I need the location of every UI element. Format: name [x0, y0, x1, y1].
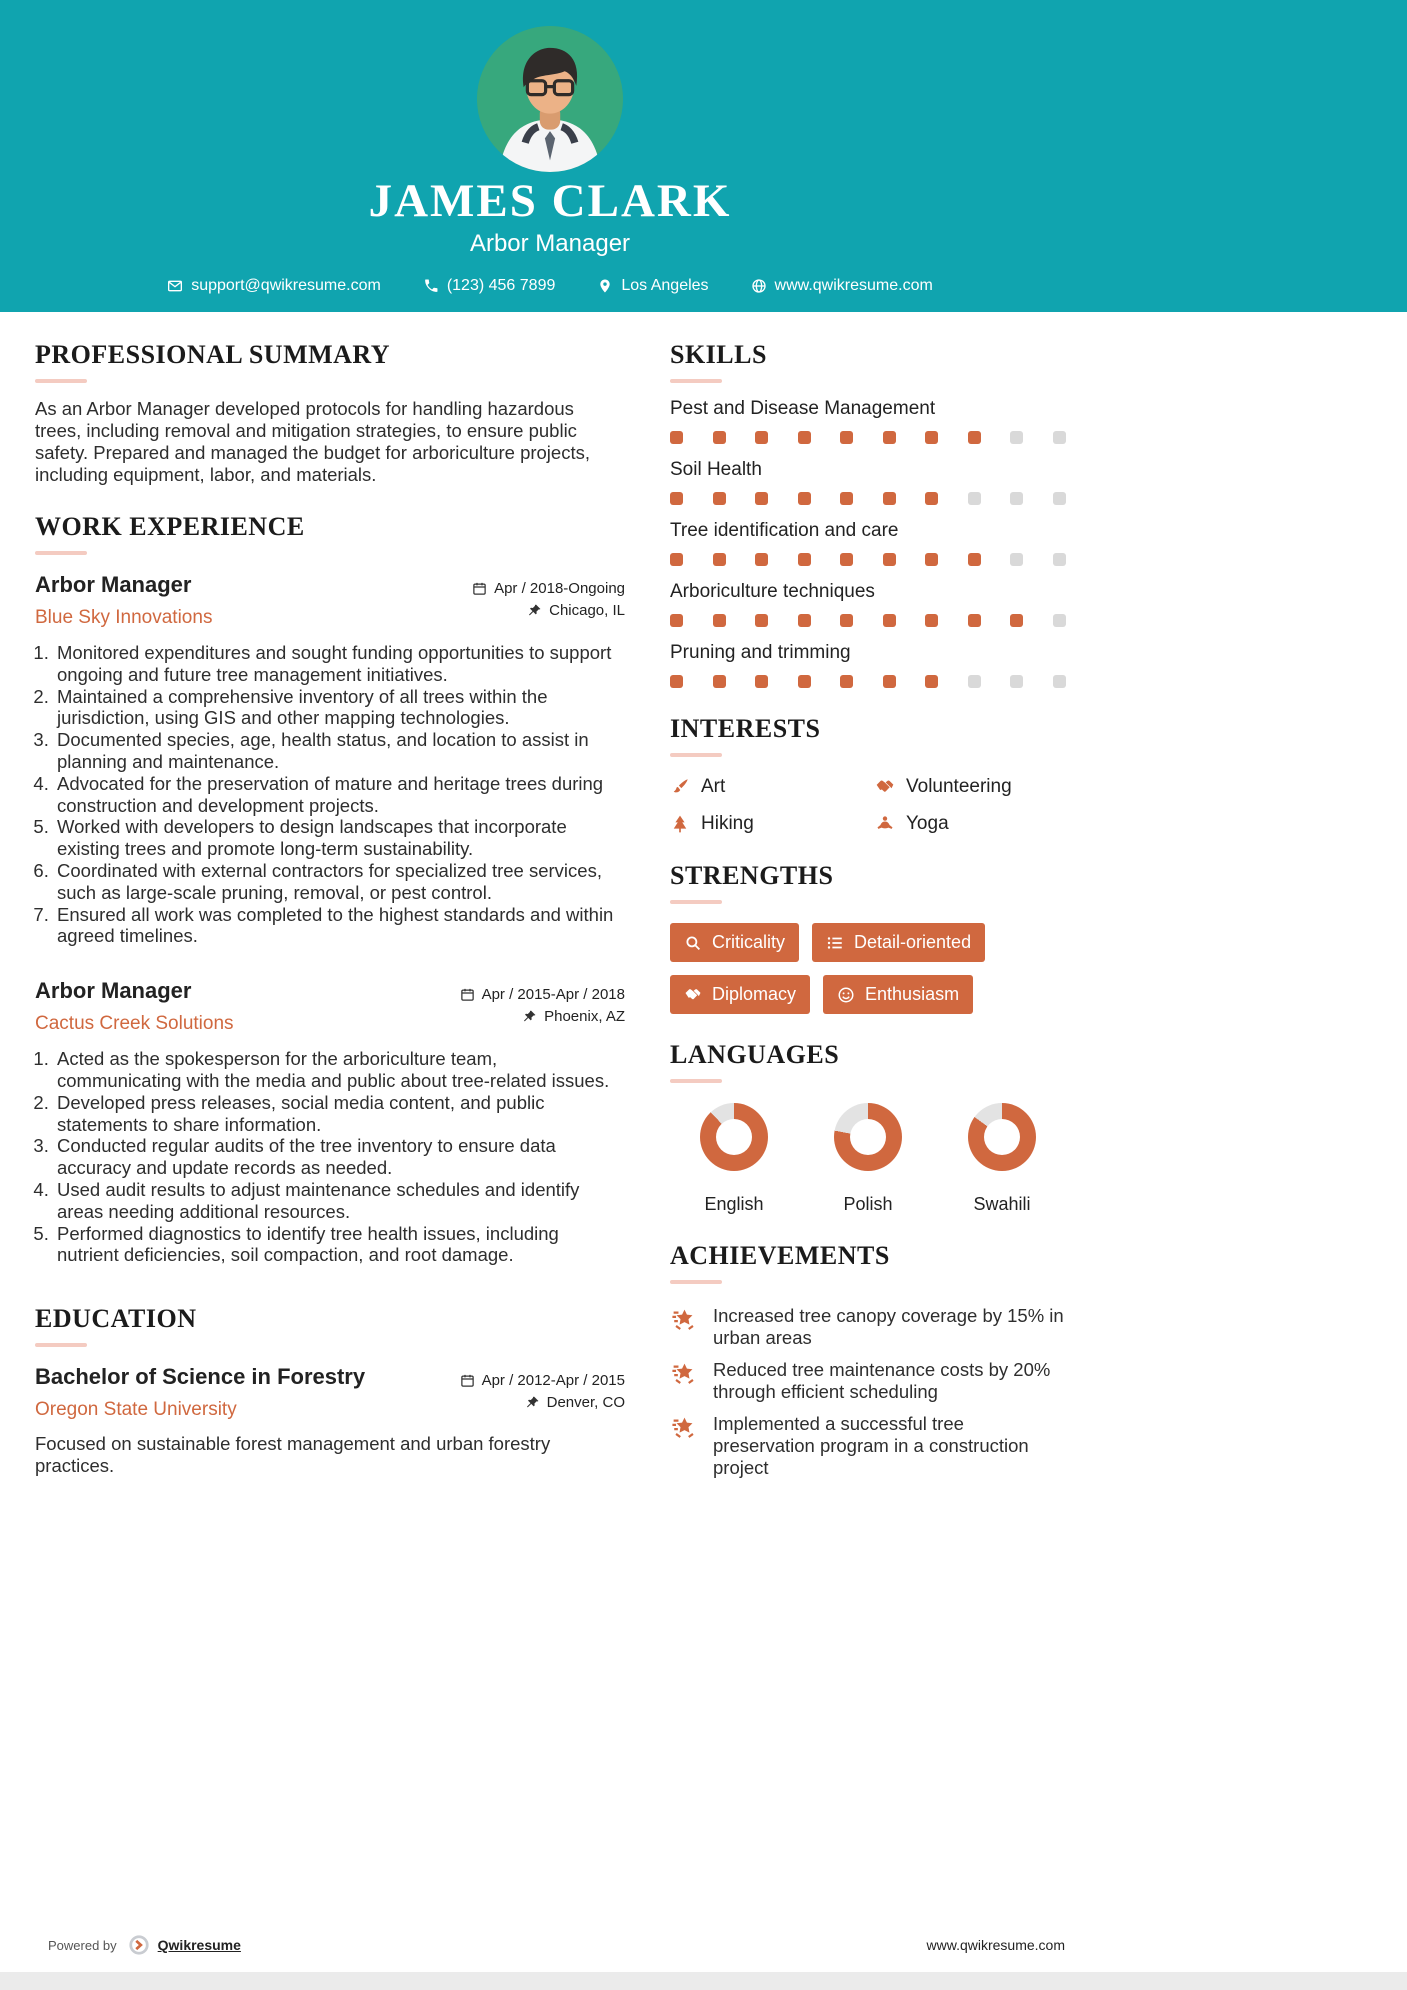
- skill-item: [670, 459, 1066, 505]
- skill-dot: [883, 553, 896, 566]
- strength-badge: [812, 923, 985, 962]
- skill-dot: [713, 614, 726, 627]
- job-header: [35, 572, 625, 629]
- experience-bullet: 4. Used audit results to adjust maintenance schedules and identify areas needing additional resources.: [54, 1179, 625, 1223]
- skill-dot: [840, 431, 853, 444]
- footer-website: www.qwikresume.com: [926, 1937, 1065, 1953]
- skill-name: Soil Health: [670, 459, 762, 480]
- strength-label: Diplomacy: [712, 984, 797, 1004]
- strength-badge: [823, 975, 973, 1014]
- interest-item: [670, 776, 875, 798]
- education-header: [35, 1364, 625, 1421]
- language-item: [682, 1103, 786, 1215]
- skill-dot: [968, 553, 981, 566]
- job-location: [472, 602, 625, 619]
- strength-badge: [670, 975, 810, 1014]
- skill-rating: [670, 675, 1066, 688]
- job-date: [460, 986, 625, 1003]
- section-heading-education: EDUCATION: [35, 1304, 625, 1347]
- candidate-name: JAMES CLARK: [368, 175, 732, 227]
- skill-dot: [1010, 431, 1023, 444]
- list-icon: [826, 934, 844, 952]
- skill-dot: [798, 431, 811, 444]
- degree-title: Bachelor of Science in Forestry: [35, 1364, 366, 1390]
- job-location-text: Phoenix, AZ: [544, 1008, 625, 1026]
- skill-dot: [670, 675, 683, 688]
- calendar-icon: [460, 987, 475, 1002]
- skills-list: [670, 398, 1066, 688]
- powered-by: [48, 1934, 241, 1956]
- education-description: Focused on sustainable forest management and urban forestry practices.: [35, 1433, 551, 1477]
- language-item: [950, 1103, 1054, 1215]
- strength-badge: [670, 923, 799, 962]
- education-location-text: Denver, CO: [546, 1394, 625, 1412]
- skill-dot: [1010, 614, 1023, 627]
- skill-name: Pest and Disease Management: [670, 398, 936, 419]
- skill-dot: [925, 675, 938, 688]
- education-location: [460, 1394, 625, 1411]
- skill-dot: [840, 492, 853, 505]
- job-date-text: Apr / 2018-Ongoing: [494, 580, 625, 597]
- contact-email[interactable]: [167, 277, 381, 295]
- right-column: [670, 340, 1066, 1479]
- language-name: Swahili: [973, 1194, 1031, 1214]
- job-title-block: [35, 572, 212, 629]
- email-icon: [167, 278, 183, 294]
- skill-dot: [670, 431, 683, 444]
- interest-label: Volunteering: [906, 776, 1012, 797]
- skill-dot: [1053, 614, 1066, 627]
- handshake-icon: [875, 777, 895, 797]
- experience-bullet: 1. Acted as the spokesperson for the arboriculture team, communicating with the media and public about tree-related issues.: [54, 1048, 625, 1092]
- language-donut: [968, 1103, 1036, 1171]
- skill-dot: [798, 614, 811, 627]
- powered-by-label: Powered by: [48, 1937, 117, 1953]
- achievement-item: [670, 1305, 1066, 1349]
- experience-bullet: 7. Ensured all work was completed to the highest standards and within agreed timelines.: [54, 904, 625, 948]
- contact-website-text: www.qwikresume.com: [774, 277, 933, 295]
- experience-bullet: 2. Maintained a comprehensive inventory of all trees within the jurisdiction, using GIS and other mapping technologies.: [54, 686, 625, 730]
- yoga-icon: [875, 814, 895, 834]
- award-icon: [670, 1414, 699, 1443]
- education-entry: [35, 1364, 625, 1477]
- qwikresume-brand-text: Qwikresume: [157, 1937, 241, 1953]
- strength-label: Enthusiasm: [865, 984, 960, 1004]
- language-name: English: [704, 1194, 764, 1214]
- magnifier-icon: [684, 934, 702, 952]
- education-title-block: [35, 1364, 365, 1421]
- skill-rating: [670, 492, 1066, 505]
- skill-dot: [670, 553, 683, 566]
- page-bottom-bar: [0, 1972, 1407, 1990]
- job-bullet-list: [35, 1048, 625, 1266]
- skill-dot: [883, 431, 896, 444]
- skill-dot: [1053, 492, 1066, 505]
- education-meta: [460, 1364, 625, 1421]
- language-item: [816, 1103, 920, 1215]
- skill-item: [670, 398, 1066, 444]
- interest-label: Hiking: [701, 813, 754, 834]
- skill-dot: [1010, 553, 1023, 566]
- avatar: [477, 26, 623, 172]
- section-heading-strengths: STRENGTHS: [670, 861, 1066, 904]
- skill-dot: [925, 492, 938, 505]
- strength-label: Criticality: [712, 932, 786, 952]
- experience-bullet: 5. Worked with developers to design landscapes that incorporate existing trees and promote long-term sustainability.: [54, 816, 625, 860]
- skill-rating: [670, 614, 1066, 627]
- job-title: Arbor Manager: [35, 572, 192, 597]
- job-title-block: [35, 978, 234, 1035]
- contact-bar: [0, 277, 1100, 295]
- pine-tree-icon: [670, 814, 690, 834]
- skill-dot: [713, 492, 726, 505]
- skill-dot: [925, 431, 938, 444]
- strength-label: Detail-oriented: [854, 932, 972, 952]
- skill-rating: [670, 553, 1066, 566]
- skill-dot: [713, 553, 726, 566]
- skill-dot: [755, 553, 768, 566]
- interest-label: Art: [701, 776, 726, 797]
- achievement-text: Increased tree canopy coverage by 15% in urban areas: [713, 1305, 1064, 1348]
- skill-dot: [713, 675, 726, 688]
- skill-dot: [840, 614, 853, 627]
- globe-icon: [751, 278, 767, 294]
- job-meta: [460, 978, 625, 1035]
- location-icon: [597, 278, 613, 294]
- skill-dot: [1010, 492, 1023, 505]
- summary-text: As an Arbor Manager developed protocols for handling hazardous trees, including removal and mitigation strategies, to ensure public safety. Prepared and managed the budget for arboriculture projects, including equipment, labor, and materials.: [35, 398, 590, 485]
- qwikresume-logo-icon: [128, 1934, 150, 1956]
- section-heading-languages: LANGUAGES: [670, 1040, 1066, 1083]
- award-icon: [670, 1360, 699, 1389]
- interests-grid: [670, 776, 1066, 835]
- contact-phone[interactable]: [423, 277, 556, 295]
- experience-bullet: 4. Advocated for the preservation of mature and heritage trees during construction and development projects.: [54, 773, 625, 817]
- avatar-photo: [477, 26, 623, 172]
- skill-dot: [1053, 431, 1066, 444]
- interest-item: [875, 776, 1066, 798]
- skill-dot: [968, 675, 981, 688]
- skill-dot: [1010, 675, 1023, 688]
- education-date-text: Apr / 2012-Apr / 2015: [481, 1372, 625, 1390]
- skill-dot: [755, 614, 768, 627]
- pushpin-icon: [525, 1395, 540, 1410]
- skill-item: [670, 581, 1066, 627]
- skill-dot: [798, 553, 811, 566]
- achievement-text: Implemented a successful tree preservation program in a construction project: [713, 1413, 1029, 1478]
- skill-dot: [755, 492, 768, 505]
- job-date: [472, 580, 625, 597]
- experience-bullet: 6. Coordinated with external contractors for specialized tree services, such as large-scale pruning, removal, or pest control.: [54, 860, 625, 904]
- header-inner: [0, 0, 1100, 295]
- skill-dot: [798, 675, 811, 688]
- skill-item: [670, 642, 1066, 688]
- job-company: Cactus Creek Solutions: [35, 1013, 234, 1035]
- section-heading-skills: SKILLS: [670, 340, 1066, 383]
- qwikresume-link[interactable]: [128, 1934, 241, 1956]
- job-title: Arbor Manager: [35, 978, 192, 1004]
- contact-location: [597, 277, 708, 295]
- interest-item: [875, 813, 1066, 835]
- footer: [48, 1934, 1065, 1956]
- candidate-title: Arbor Manager: [469, 230, 631, 258]
- section-heading-achievements: ACHIEVEMENTS: [670, 1241, 1066, 1284]
- job-location: [460, 1008, 625, 1025]
- contact-website[interactable]: [751, 277, 933, 295]
- language-donut: [834, 1103, 902, 1171]
- contact-phone-text: (123) 456 7899: [446, 277, 556, 295]
- job-location-text: Chicago, IL: [549, 602, 625, 619]
- experience-bullet: 1. Monitored expenditures and sought funding opportunities to support ongoing and future tree management initiatives.: [54, 642, 625, 686]
- job-entry: [35, 978, 625, 1266]
- section-heading-summary: PROFESSIONAL SUMMARY: [35, 340, 625, 383]
- skill-dot: [968, 492, 981, 505]
- experience-bullet: 5. Performed diagnostics to identify tree health issues, including nutrient deficiencies, soil compaction, and root damage.: [54, 1223, 625, 1267]
- skill-dot: [925, 614, 938, 627]
- award-icon: [670, 1306, 699, 1335]
- strengths-list: [670, 923, 1015, 1014]
- skill-name: Pruning and trimming: [670, 642, 851, 663]
- experience-bullet: 3. Conducted regular audits of the tree inventory to ensure data accuracy and update records as needed.: [54, 1135, 625, 1179]
- skill-dot: [968, 431, 981, 444]
- skill-dot: [883, 492, 896, 505]
- skill-dot: [755, 675, 768, 688]
- phone-icon: [423, 278, 439, 294]
- skill-dot: [670, 614, 683, 627]
- achievement-item: [670, 1359, 1066, 1403]
- interest-item: [670, 813, 875, 835]
- skill-name: Arboriculture techniques: [670, 581, 875, 602]
- skill-dot: [840, 553, 853, 566]
- skill-dot: [798, 492, 811, 505]
- skill-dot: [1053, 675, 1066, 688]
- skill-rating: [670, 431, 1066, 444]
- job-header: [35, 978, 625, 1035]
- achievement-text: Reduced tree maintenance costs by 20% through efficient scheduling: [713, 1359, 1051, 1402]
- skill-dot: [883, 675, 896, 688]
- skill-dot: [840, 675, 853, 688]
- experience-bullet: 2. Developed press releases, social media content, and public statements to share information.: [54, 1092, 625, 1136]
- job-date-text: Apr / 2015-Apr / 2018: [481, 986, 625, 1004]
- calendar-icon: [460, 1373, 475, 1388]
- language-name: Polish: [843, 1194, 893, 1214]
- experience-bullet: 3. Documented species, age, health status, and location to assist in planning and maintenance.: [54, 729, 625, 773]
- contact-location-text: Los Angeles: [621, 277, 709, 295]
- skill-name: Tree identification and care: [670, 520, 899, 541]
- left-column: [35, 340, 625, 1477]
- skill-dot: [670, 492, 683, 505]
- job-entry: [35, 572, 625, 947]
- skill-dot: [1053, 553, 1066, 566]
- skill-item: [670, 520, 1066, 566]
- header: [0, 0, 1407, 312]
- section-heading-interests: INTERESTS: [670, 714, 1066, 757]
- job-meta: [472, 572, 625, 629]
- achievement-item: [670, 1413, 1066, 1479]
- smiley-icon: [837, 986, 855, 1004]
- pushpin-icon: [522, 1009, 537, 1024]
- interest-label: Yoga: [906, 813, 949, 834]
- skill-dot: [883, 614, 896, 627]
- languages-row: [670, 1103, 1066, 1215]
- skill-dot: [925, 553, 938, 566]
- skill-dot: [968, 614, 981, 627]
- achievements-list: [670, 1305, 1066, 1479]
- language-donut: [700, 1103, 768, 1171]
- paintbrush-icon: [670, 777, 690, 797]
- contact-email-text: support@qwikresume.com: [191, 277, 381, 295]
- school-name: Oregon State University: [35, 1399, 237, 1421]
- handshake-icon: [684, 986, 702, 1004]
- skill-dot: [713, 431, 726, 444]
- calendar-icon: [472, 581, 487, 596]
- job-company: Blue Sky Innovations: [35, 607, 213, 628]
- section-heading-experience: WORK EXPERIENCE: [35, 512, 625, 555]
- pushpin-icon: [527, 603, 542, 618]
- education-date: [460, 1372, 625, 1389]
- job-bullet-list: [35, 642, 625, 947]
- skill-dot: [755, 431, 768, 444]
